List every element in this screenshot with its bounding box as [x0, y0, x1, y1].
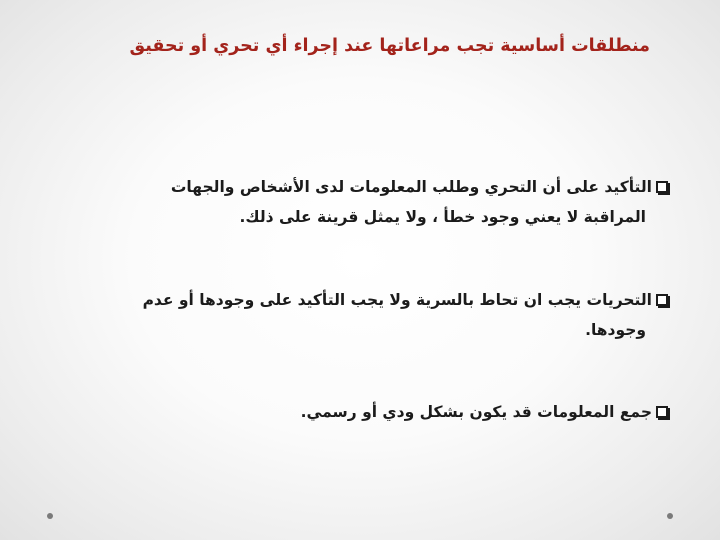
bullet-text-line: وجودها.: [585, 321, 646, 339]
slide-title: منطلقات أساسية تجب مراعاتها عند إجراء أي تحري أو تحقيق: [129, 36, 650, 56]
bullet-item: [8, 285, 668, 345]
decorative-dot-icon: [667, 513, 673, 519]
bullet-item: [68, 397, 668, 427]
bullet-text-line: جمع المعلومات قد يكون بشكل ودي أو رسمي.: [300, 403, 652, 421]
hollow-square-bullet-icon: [656, 294, 668, 306]
hollow-square-bullet-icon: [656, 181, 668, 193]
bullet-text-line: المراقبة لا يعني وجود خطأ ، ولا يمثل قرينة على ذلك.: [239, 208, 646, 226]
bullet-text-line: التأكيد على أن التحري وطلب المعلومات لدى الأشخاص والجهات: [170, 178, 652, 196]
decorative-dot-icon: [47, 513, 53, 519]
bullet-text-line: التحريات يجب ان تحاط بالسرية ولا يجب التأكيد على وجودها أو عدم: [142, 291, 652, 309]
bullet-item: [38, 172, 668, 232]
hollow-square-bullet-icon: [656, 406, 668, 418]
